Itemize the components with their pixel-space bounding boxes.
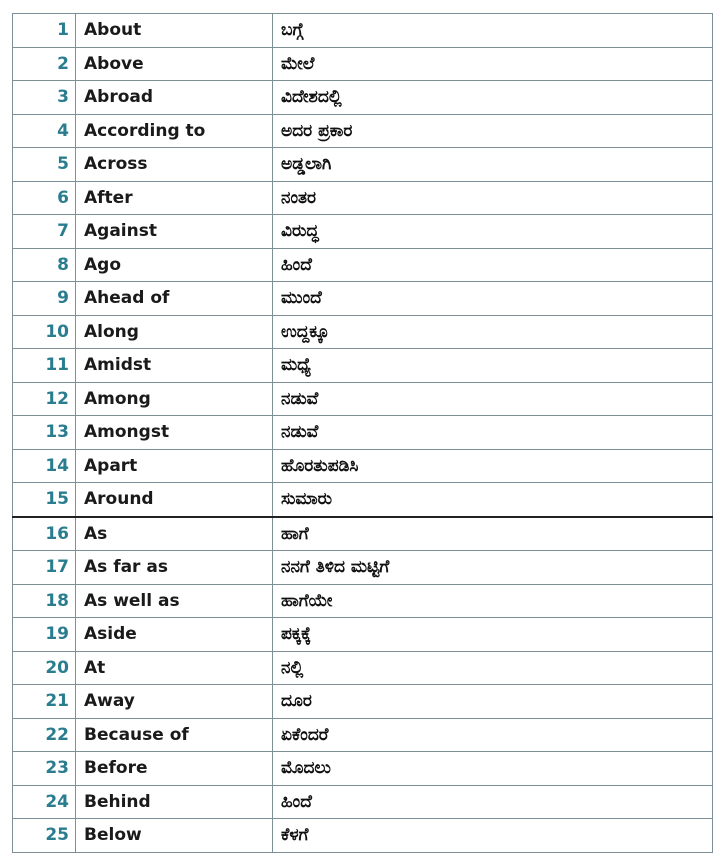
- table-row: [13, 483, 713, 517]
- table-row: [13, 81, 713, 115]
- table-row: [13, 685, 713, 719]
- english-word: After: [76, 181, 273, 215]
- table-row: [13, 148, 713, 182]
- row-number: 19: [13, 618, 76, 652]
- vocabulary-table: [12, 13, 713, 853]
- english-word: As far as: [76, 551, 273, 585]
- kannada-word: ನನಗೆ ತಿಳಿದ ಮಟ್ಟಿಗೆ: [273, 551, 713, 585]
- english-word: According to: [76, 114, 273, 148]
- kannada-word: ವಿದೇಶದಲ್ಲಿ: [273, 81, 713, 115]
- row-number: 2: [13, 47, 76, 81]
- row-number: 23: [13, 752, 76, 786]
- table-row: [13, 215, 713, 249]
- vocabulary-table-container: [12, 13, 712, 853]
- table-row: [13, 382, 713, 416]
- kannada-word: ನಲ್ಲಿ: [273, 651, 713, 685]
- english-word: Among: [76, 382, 273, 416]
- kannada-word: ಅಡ್ಡಲಾಗಿ: [273, 148, 713, 182]
- english-word: As well as: [76, 584, 273, 618]
- kannada-word: ಹಿಂದೆ: [273, 248, 713, 282]
- table-row: [13, 819, 713, 853]
- row-number: 8: [13, 248, 76, 282]
- table-row: [13, 349, 713, 383]
- table-row: [13, 785, 713, 819]
- row-number: 13: [13, 416, 76, 450]
- row-number: 24: [13, 785, 76, 819]
- english-word: Because of: [76, 718, 273, 752]
- kannada-word: ಮುಂದೆ: [273, 282, 713, 316]
- english-word: Abroad: [76, 81, 273, 115]
- table-row: [13, 449, 713, 483]
- english-word: Aside: [76, 618, 273, 652]
- english-word: About: [76, 14, 273, 48]
- table-row: [13, 416, 713, 450]
- table-body: [13, 14, 713, 853]
- row-number: 4: [13, 114, 76, 148]
- english-word: Across: [76, 148, 273, 182]
- table-row: [13, 315, 713, 349]
- english-word: Around: [76, 483, 273, 517]
- row-number: 20: [13, 651, 76, 685]
- english-word: Away: [76, 685, 273, 719]
- row-number: 16: [13, 517, 76, 551]
- kannada-word: ನಂತರ: [273, 181, 713, 215]
- row-number: 14: [13, 449, 76, 483]
- english-word: Ahead of: [76, 282, 273, 316]
- english-word: As: [76, 517, 273, 551]
- row-number: 11: [13, 349, 76, 383]
- kannada-word: ಹಾಗೆ: [273, 517, 713, 551]
- table-row: [13, 114, 713, 148]
- kannada-word: ಕೆಳಗೆ: [273, 819, 713, 853]
- row-number: 17: [13, 551, 76, 585]
- table-row: [13, 282, 713, 316]
- kannada-word: ಹೊರತುಪಡಿಸಿ: [273, 449, 713, 483]
- english-word: Amidst: [76, 349, 273, 383]
- row-number: 6: [13, 181, 76, 215]
- kannada-word: ವಿರುದ್ಧ: [273, 215, 713, 249]
- kannada-word: ಉದ್ದಕ್ಕೂ: [273, 315, 713, 349]
- english-word: Behind: [76, 785, 273, 819]
- row-number: 12: [13, 382, 76, 416]
- row-number: 5: [13, 148, 76, 182]
- kannada-word: ಮಧ್ಯೆ: [273, 349, 713, 383]
- kannada-word: ಪಕ್ಕಕ್ಕೆ: [273, 618, 713, 652]
- table-row: [13, 47, 713, 81]
- table-row: [13, 651, 713, 685]
- row-number: 1: [13, 14, 76, 48]
- table-row: [13, 584, 713, 618]
- row-number: 22: [13, 718, 76, 752]
- english-word: Apart: [76, 449, 273, 483]
- kannada-word: ಸುಮಾರು: [273, 483, 713, 517]
- english-word: Along: [76, 315, 273, 349]
- english-word: Below: [76, 819, 273, 853]
- kannada-word: ಹಿಂದೆ: [273, 785, 713, 819]
- kannada-word: ಮೇಲೆ: [273, 47, 713, 81]
- kannada-word: ನಡುವೆ: [273, 416, 713, 450]
- kannada-word: ದೂರ: [273, 685, 713, 719]
- row-number: 7: [13, 215, 76, 249]
- kannada-word: ಮೊದಲು: [273, 752, 713, 786]
- kannada-word: ಅದರ ಪ್ರಕಾರ: [273, 114, 713, 148]
- table-row: [13, 718, 713, 752]
- row-number: 25: [13, 819, 76, 853]
- table-row: [13, 248, 713, 282]
- row-number: 15: [13, 483, 76, 517]
- kannada-word: ಬಗ್ಗೆ: [273, 14, 713, 48]
- english-word: Amongst: [76, 416, 273, 450]
- row-number: 3: [13, 81, 76, 115]
- english-word: Above: [76, 47, 273, 81]
- english-word: Ago: [76, 248, 273, 282]
- kannada-word: ಏಕೆಂದರೆ: [273, 718, 713, 752]
- row-number: 18: [13, 584, 76, 618]
- table-row: [13, 618, 713, 652]
- row-number: 21: [13, 685, 76, 719]
- english-word: At: [76, 651, 273, 685]
- table-row: [13, 14, 713, 48]
- row-number: 9: [13, 282, 76, 316]
- table-row: [13, 551, 713, 585]
- english-word: Against: [76, 215, 273, 249]
- english-word: Before: [76, 752, 273, 786]
- table-row: [13, 752, 713, 786]
- table-row: [13, 517, 713, 551]
- kannada-word: ಹಾಗೆಯೇ: [273, 584, 713, 618]
- table-row: [13, 181, 713, 215]
- kannada-word: ನಡುವೆ: [273, 382, 713, 416]
- row-number: 10: [13, 315, 76, 349]
